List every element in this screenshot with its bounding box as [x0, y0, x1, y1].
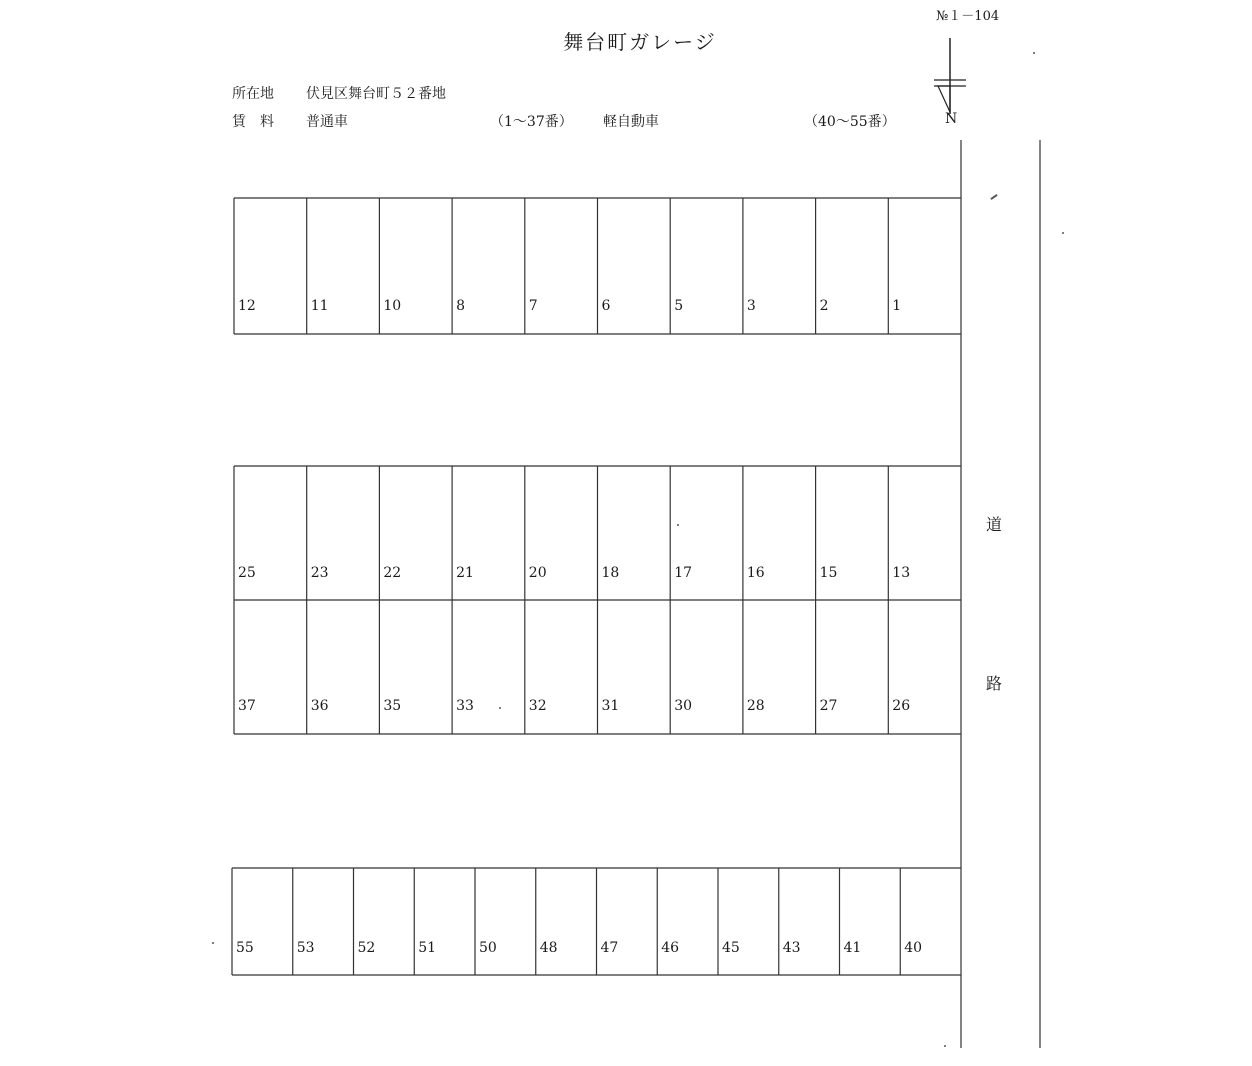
parking-space-number: 2: [819, 298, 829, 314]
parking-space-number: 43: [782, 940, 801, 956]
north-label: N: [945, 111, 958, 127]
parking-space-number: 32: [528, 698, 547, 714]
parking-space-number: 41: [843, 940, 862, 956]
parking-space-number: 1: [892, 298, 902, 314]
parking-space-number: 33: [456, 698, 474, 714]
parking-space-number: 25: [238, 565, 256, 581]
parking-space-number: 18: [601, 565, 620, 581]
parking-space-number: 7: [528, 298, 538, 314]
parking-space-number: 16: [746, 565, 765, 581]
parking-space-number: 45: [722, 940, 740, 956]
parking-space-number: 10: [383, 298, 402, 314]
parking-space-number: 47: [600, 940, 619, 956]
parking-space-number: 55: [236, 940, 254, 956]
parking-space-number: 20: [528, 565, 547, 581]
location-value: 伏見区舞台町５２番地: [306, 86, 446, 102]
parking-space-number: 5: [674, 298, 684, 314]
parking-space-number: 50: [479, 940, 497, 956]
light-car-label: 軽自動車: [603, 114, 659, 130]
rent-label: 賃 料: [232, 114, 274, 130]
parking-space-number: 36: [310, 698, 329, 714]
parking-space-number: 35: [383, 698, 402, 714]
parking-space-number: 48: [539, 940, 558, 956]
parking-space-number: 37: [238, 698, 256, 714]
parking-space-number: 26: [892, 698, 911, 714]
parking-space-number: 12: [238, 298, 256, 314]
parking-space-number: 53: [296, 940, 315, 956]
regular-car-label: 普通車: [306, 114, 348, 130]
document-number: №１－104: [936, 9, 1000, 24]
parking-space-number: 8: [456, 298, 466, 314]
road-label-2: 路: [986, 674, 1003, 693]
parking-space-number: 6: [601, 298, 611, 314]
parking-space-number: 11: [310, 298, 329, 314]
parking-space-number: 3: [746, 298, 756, 314]
parking-space-number: 13: [892, 565, 911, 581]
regular-car-range: （1～37番）: [490, 114, 573, 130]
page-title: 舞台町ガレージ: [563, 30, 717, 54]
parking-space-number: 15: [819, 565, 838, 581]
parking-space-number: 52: [357, 940, 376, 956]
location-label: 所在地: [232, 86, 274, 102]
light-car-range: （40～55番）: [804, 114, 896, 130]
parking-space-number: 31: [601, 698, 620, 714]
parking-space-number: 51: [418, 940, 437, 956]
parking-space-number: 17: [674, 565, 693, 581]
parking-space-number: 23: [310, 565, 329, 581]
parking-space-number: 40: [904, 940, 923, 956]
parking-space-number: 27: [819, 698, 838, 714]
parking-space-number: 28: [746, 698, 765, 714]
parking-space-number: 21: [456, 565, 474, 581]
road-label-1: 道: [986, 515, 1003, 534]
parking-space-number: 30: [674, 698, 693, 714]
parking-space-number: 46: [661, 940, 680, 956]
parking-space-number: 22: [383, 565, 402, 581]
